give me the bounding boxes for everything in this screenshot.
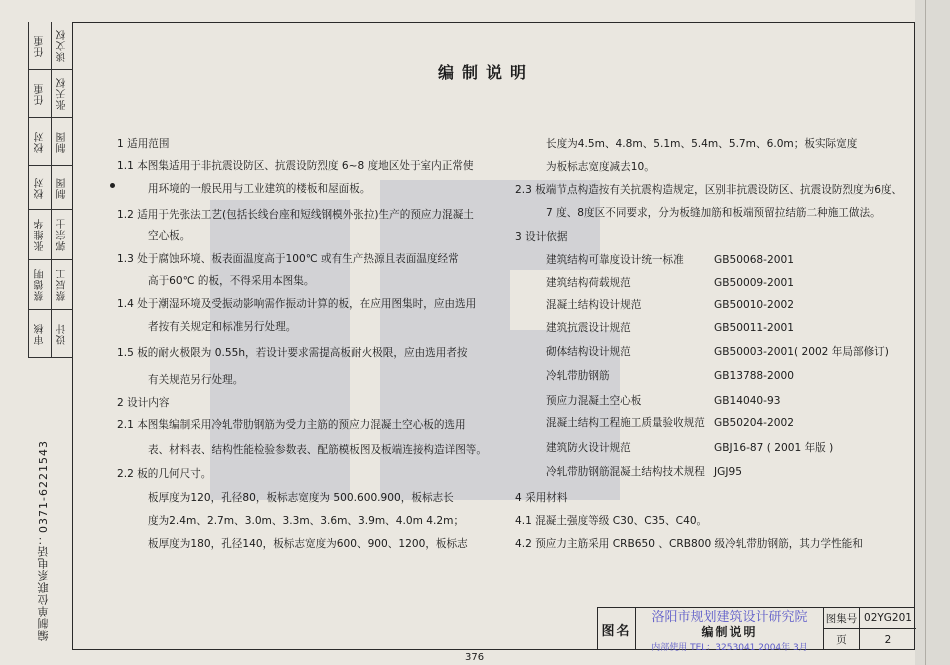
atlas-number: 02YG201 xyxy=(860,608,916,629)
signature-row xyxy=(29,118,73,166)
page-value: 2 xyxy=(884,633,892,646)
paragraph-line: 2.3 板端节点构造按有关抗震构造规定，区别非抗震设防区、抗震设防烈度为6度、 xyxy=(515,184,903,196)
standard-code: JGJ95 xyxy=(714,466,742,478)
signature-name: 蔡辰工 xyxy=(56,268,68,301)
section-heading: 3 设计依据 xyxy=(515,231,568,243)
role-label: 校对 xyxy=(34,176,46,199)
standard-code: GB50068-2001 xyxy=(714,254,794,266)
contact-phone: 编制单位联系电话：0371-6221543 xyxy=(37,440,50,641)
signature-name: 郭宗士 xyxy=(56,218,68,251)
role-label: 校对 xyxy=(34,130,46,153)
organization-stamp: 洛阳市规划建筑设计研究院 xyxy=(651,609,808,625)
drawing-name-label: 图名 xyxy=(598,608,636,650)
standard-name: 混凝土结构工程施工质量验收规范 xyxy=(546,417,705,429)
paragraph-line: 1.1 本图集适用于非抗震设防区、抗震设防烈度 6~8 度地区处于室内正常使 xyxy=(117,160,474,172)
role-label: 蔡德明 xyxy=(34,268,46,301)
signature-name: 制图 xyxy=(56,130,68,153)
paragraph-line: 有关规范另行处理。 xyxy=(148,374,244,386)
section-heading: 2 设计内容 xyxy=(117,397,170,409)
paragraph-line: 7 度、8度区不同要求，分为板缝加筋和板端预留拉结筋二种施工做法。 xyxy=(546,207,881,219)
binding-strip xyxy=(915,0,950,665)
standard-name: 砌体结构设计规范 xyxy=(546,346,631,358)
paragraph-line: 4.1 混凝土强度等级 C30、C35、C40。 xyxy=(515,515,708,527)
signature-row xyxy=(29,310,73,358)
paragraph-line: 2.1 本图集编制采用冷轧带肋钢筋为受力主筋的预应力混凝土空心板的选用 xyxy=(117,419,466,431)
signature-grid xyxy=(28,22,73,358)
role-label: 任重 xyxy=(34,82,46,105)
signature-row xyxy=(29,210,73,260)
role-label: 张维华 xyxy=(34,218,46,251)
signature-row xyxy=(29,166,73,210)
standard-name: 建筑结构荷载规范 xyxy=(546,277,631,289)
paragraph-line: 1.2 适用于先张法工艺(包括长线台座和短线钢模外张拉)生产的预应力混凝土 xyxy=(117,209,474,221)
drawing-frame xyxy=(72,22,915,650)
signature-name: 制图 xyxy=(56,176,68,199)
book-page-number: 376 xyxy=(465,652,485,663)
drawing-name-cell xyxy=(636,608,824,653)
atlas-label: 图集号 xyxy=(824,608,860,629)
signature-name: 设计 xyxy=(56,322,68,345)
paragraph-line: 用环境的一般民用与工业建筑的楼板和屋面板。 xyxy=(148,183,371,195)
stamp-note: 内部使用 TEL：3253041 2004年 3月 xyxy=(651,642,808,653)
signature-name: 张天权 xyxy=(56,77,68,110)
standard-code: GB50003-2001( 2002 年局部修订) xyxy=(714,346,889,358)
signature-row xyxy=(29,260,73,310)
section-heading: 1 适用范围 xyxy=(117,138,170,150)
standard-code: GB50010-2002 xyxy=(714,299,794,311)
paragraph-line: 表、材料表、结构性能检验参数表、配筋模板图及板端连接构造详图等。 xyxy=(148,444,487,456)
role-label: 任重 xyxy=(34,34,46,57)
paragraph-line: 者按有关规定和标准另行处理。 xyxy=(148,321,297,333)
paragraph-line: 为板标志宽度减去10。 xyxy=(546,161,655,173)
standard-code: GB50204-2002 xyxy=(714,417,794,429)
role-label: 审核 xyxy=(34,322,46,345)
paragraph-line: 板厚度为120，孔径80，板标志宽度为 500.600.900，板标志长 xyxy=(148,492,454,504)
paragraph-line: 空心板。 xyxy=(148,230,191,242)
drawing-name: 编制说明 xyxy=(701,624,758,639)
standard-name: 建筑抗震设计规范 xyxy=(546,322,631,334)
bullet-dot xyxy=(110,183,115,188)
page-title: 编制说明 xyxy=(438,63,535,82)
standard-code: GB14040-93 xyxy=(714,395,781,407)
standard-name: 冷轧带肋钢筋混凝土结构技术规程 xyxy=(546,466,705,478)
standard-name: 冷轧带肋钢筋 xyxy=(546,370,610,382)
paragraph-line: 度为2.4m、2.7m、3.0m、3.3m、3.6m、3.9m、4.0m 4.2m； xyxy=(148,515,465,527)
signature-row xyxy=(29,70,73,118)
paragraph-line: 高于60℃ 的板，不得采用本图集。 xyxy=(148,275,315,287)
paragraph-line: 1.3 处于腐蚀环境、板表面温度高于100℃ 或有生产热源且表面温度经常 xyxy=(117,253,459,265)
standard-name: 混凝土结构设计规范 xyxy=(546,299,642,311)
standard-code: GB50009-2001 xyxy=(714,277,794,289)
standard-name: 建筑结构可靠度设计统一标准 xyxy=(546,254,684,266)
paragraph-line: 板厚度为180，孔径140，板标志宽度为600、900、1200，板标志 xyxy=(148,538,468,550)
paragraph-line: 长度为4.5m、4.8m、5.1m、5.4m、5.7m、6.0m；板实际宽度 xyxy=(546,138,858,150)
paragraph-line: 4.2 预应力主筋采用 CRB650 、CRB800 级冷轧带肋钢筋，其力学性能和 xyxy=(515,538,863,550)
section-heading: 4 采用材料 xyxy=(515,492,568,504)
paragraph-line: 1.5 板的耐火极限为 0.55h，若设计要求需提高板耐火极限，应由选用者按 xyxy=(117,347,468,359)
page-label: 页 xyxy=(824,629,860,650)
signature-name: 谈文权 xyxy=(56,29,68,62)
signature-row xyxy=(29,22,73,70)
paragraph-line: 1.4 处于潮湿环境及受振动影响需作振动计算的板，在应用图集时，应由选用 xyxy=(117,298,477,310)
standard-code: GBJ16-87 ( 2001 年版 ) xyxy=(714,442,834,454)
standard-code: GB13788-2000 xyxy=(714,370,794,382)
standard-name: 预应力混凝土空心板 xyxy=(546,395,642,407)
standard-code: GB50011-2001 xyxy=(714,322,794,334)
standard-name: 建筑防火设计规范 xyxy=(546,442,631,454)
paragraph-line: 2.2 板的几何尺寸。 xyxy=(117,468,212,480)
title-block xyxy=(597,607,915,653)
